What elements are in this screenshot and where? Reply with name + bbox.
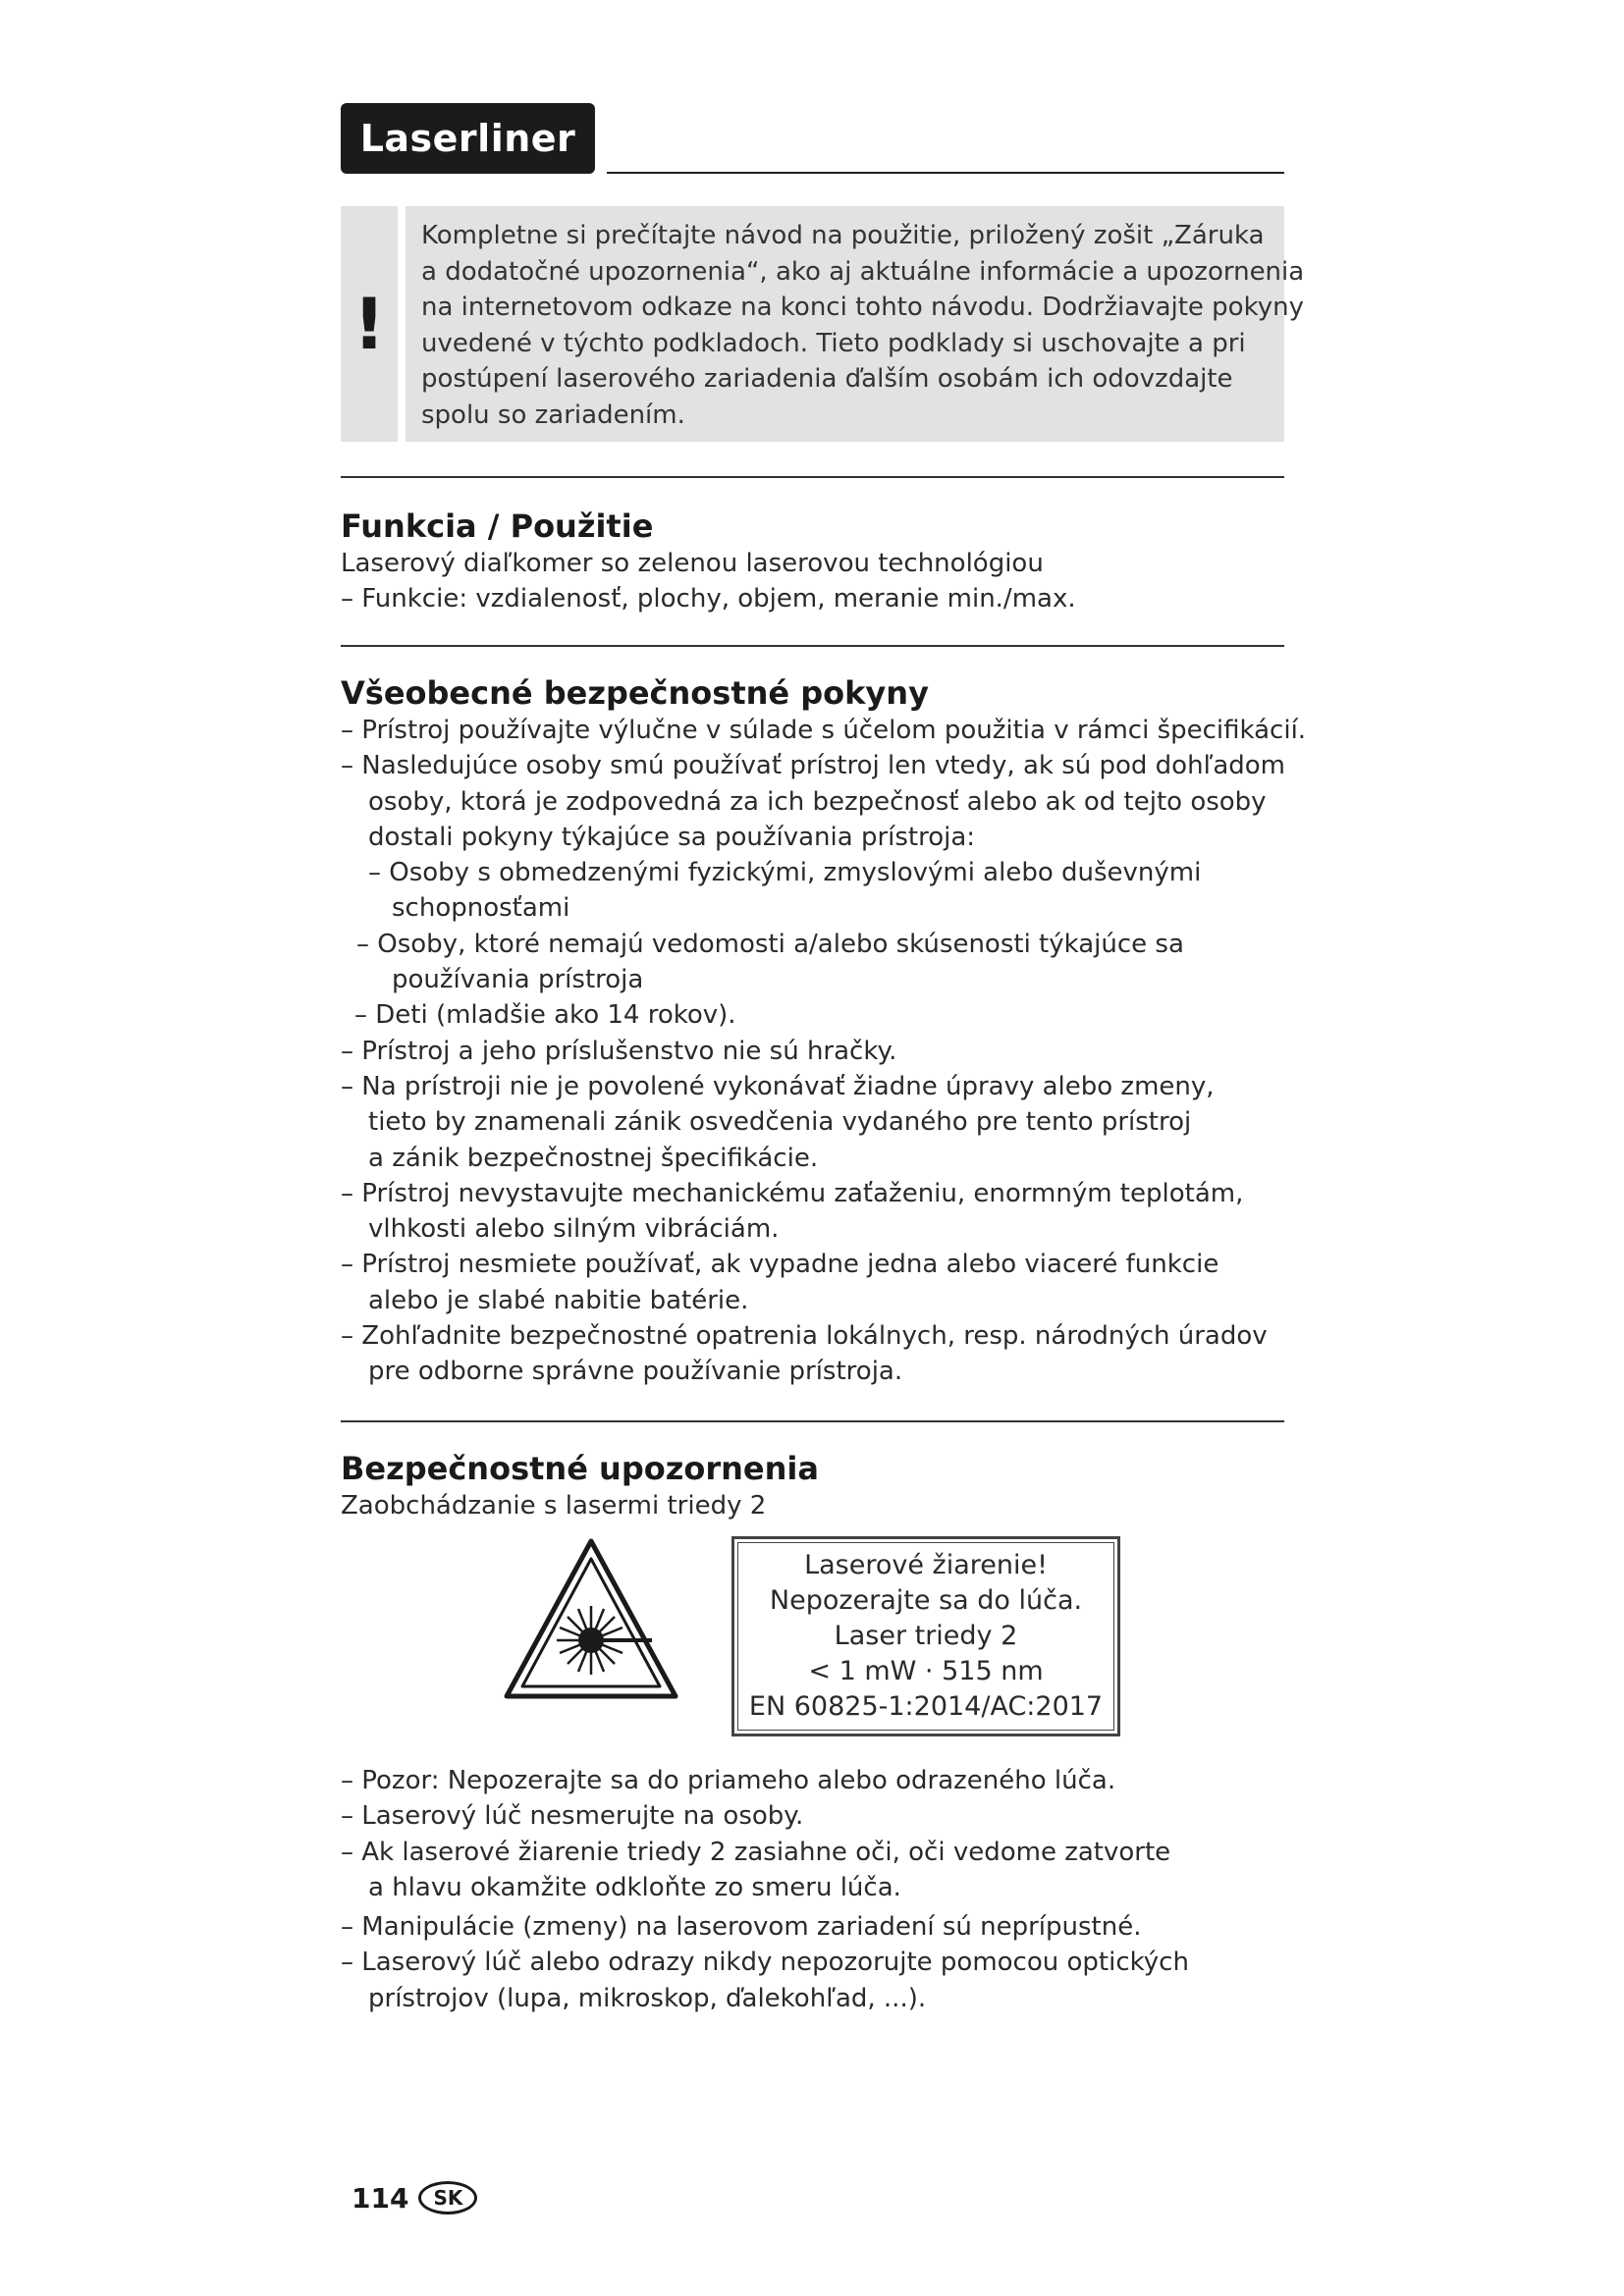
safety-line: tieto by znamenali zánik osvedčenia vydaného pre tento prístroj xyxy=(368,1107,1192,1138)
section-divider xyxy=(341,1420,1284,1422)
safety-line: vlhkosti alebo silným vibráciám. xyxy=(368,1214,780,1245)
safety-line: alebo je slabé nabitie batérie. xyxy=(368,1285,749,1315)
safety-line: osoby, ktorá je zodpovedná za ich bezpečnosť alebo ak od tejto osoby xyxy=(368,786,1267,817)
notice-line: na internetovom odkaze na konci tohto návodu. Dodržiavajte pokyny xyxy=(421,293,1304,322)
safety-notes-list xyxy=(341,1763,1284,2016)
notice-line: spolu so zariadením. xyxy=(421,400,685,430)
safety-line: pre odborne správne používanie prístroja. xyxy=(368,1357,903,1387)
notice-box xyxy=(341,206,1305,442)
safety-line: – Osoby s obmedzenými fyzickými, zmyslovými alebo duševnými xyxy=(368,858,1202,888)
safety-notes-heading: Bezpečnostné upozornenia xyxy=(341,1450,819,1487)
safety-line: – Prístroj používajte výlučne v súlade s účelom použitia v rámci špecifikácií. xyxy=(341,716,1307,745)
general-safety-section xyxy=(341,673,1307,1390)
safety-note-line: – Pozor: Nepozerajte sa do priameho alebo odrazeného lúča. xyxy=(341,1766,1116,1795)
function-section xyxy=(341,507,1284,617)
laser-warning-icon xyxy=(503,1537,679,1700)
safety-note-line: a hlavu okamžite odkloňte zo smeru lúča. xyxy=(368,1872,901,1902)
general-safety-heading: Všeobecné bezpečnostné pokyny xyxy=(341,674,929,712)
label-line: Laser triedy 2 xyxy=(834,1621,1018,1651)
label-line: < 1 mW · 515 nm xyxy=(808,1656,1044,1686)
language-badge: SK xyxy=(418,2181,477,2215)
function-line: Laserový diaľkomer so zelenou laserovou technológiou xyxy=(341,549,1044,578)
function-line: – Funkcie: vzdialenosť, plochy, objem, meranie min./max. xyxy=(341,584,1076,614)
safety-note-line: – Ak laserové žiarenie triedy 2 zasiahne oči, oči vedome zatvorte xyxy=(341,1837,1171,1867)
safety-line: a zánik bezpečnostnej špecifikácie. xyxy=(368,1143,819,1173)
laser-class-label xyxy=(731,1536,1120,1736)
safety-line: – Prístroj a jeho príslušenstvo nie sú hračky. xyxy=(341,1036,897,1066)
page-number: 114 xyxy=(352,2181,409,2215)
notice-line: a dodatočné upozornenia“, ako aj aktuálne informácie a upozornenia xyxy=(421,256,1305,287)
section-divider xyxy=(341,645,1284,647)
exclamation-icon: ! xyxy=(341,206,398,442)
safety-line: používania prístroja xyxy=(392,965,644,995)
safety-notes-section xyxy=(341,1449,1284,1523)
safety-line: – Zohľadnite bezpečnostné opatrenia lokálnych, resp. národných úradov xyxy=(341,1321,1268,1352)
safety-line: – Osoby, ktoré nemajú vedomosti a/alebo skúsenosti týkajúce sa xyxy=(356,929,1184,959)
safety-line: – Deti (mladšie ako 14 rokov). xyxy=(354,1000,736,1031)
label-line: EN 60825-1:2014/AC:2017 xyxy=(748,1691,1104,1722)
brand-logo: Laserliner xyxy=(341,103,595,174)
page-footer xyxy=(352,2181,477,2215)
safety-line: – Prístroj nesmiete používať, ak vypadne jedna alebo viaceré funkcie xyxy=(341,1250,1219,1280)
safety-line: – Na prístroji nie je povolené vykonávať žiadne úpravy alebo zmeny, xyxy=(341,1071,1215,1101)
function-heading: Funkcia / Použitie xyxy=(341,507,654,545)
safety-line: dostali pokyny týkajúce sa používania prístroja: xyxy=(368,822,976,852)
safety-note-line: – Manipulácie (zmeny) na laserovom zariadení sú neprípustné. xyxy=(341,1912,1142,1943)
safety-line: – Nasledujúce osoby smú používať prístroj len vtedy, ak sú pod dohľadom xyxy=(341,751,1285,781)
notice-line: postúpení laserového zariadenia ďalším osobám ich odovzdajte xyxy=(421,364,1233,394)
safety-line: schopnosťami xyxy=(392,893,570,924)
safety-notes-subheading: Zaobchádzanie s lasermi triedy 2 xyxy=(341,1491,767,1521)
notice-line: uvedené v týchto podkladoch. Tieto podklady si uschovajte a pri xyxy=(421,328,1246,358)
notice-text xyxy=(406,206,1305,442)
label-line: Laserové žiarenie! xyxy=(804,1550,1048,1580)
label-line: Nepozerajte sa do lúča. xyxy=(769,1585,1083,1616)
safety-note-line: – Laserový lúč alebo odrazy nikdy nepozorujte pomocou optických xyxy=(341,1948,1189,1978)
safety-line: – Prístroj nevystavujte mechanickému zaťaženiu, enormným teplotám, xyxy=(341,1178,1244,1208)
safety-note-line: prístrojov (lupa, mikroskop, ďalekohľad, ...). xyxy=(368,1983,927,2013)
section-divider xyxy=(341,476,1284,478)
notice-line: Kompletne si prečítajte návod na použitie, priložený zošit „Záruka xyxy=(421,221,1265,250)
header-divider xyxy=(607,172,1284,174)
safety-note-line: – Laserový lúč nesmerujte na osoby. xyxy=(341,1801,804,1832)
